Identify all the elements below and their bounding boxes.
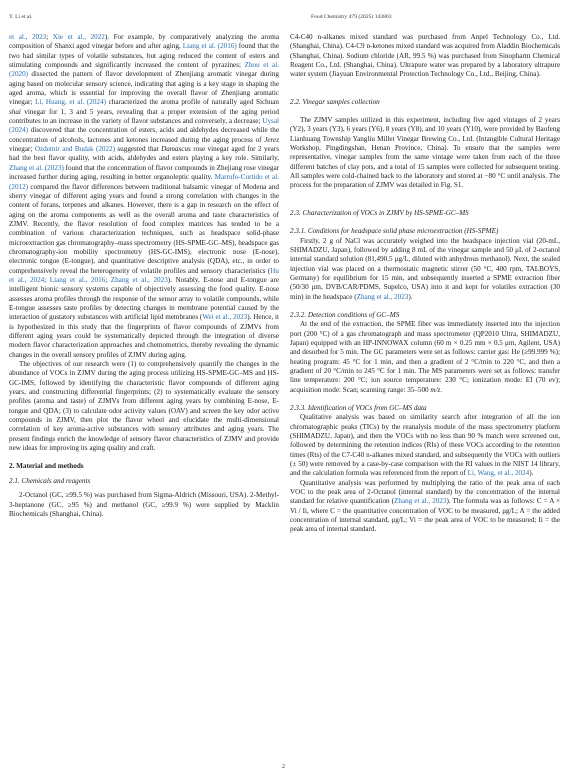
section-2-3-2-title: 2.3.2. Detection conditions of GC–MS xyxy=(290,310,400,319)
text-run: Damascus xyxy=(161,145,191,154)
page-number: 2 xyxy=(282,764,285,770)
citation-link[interactable]: Zhang et al. (2023) xyxy=(9,163,64,172)
citation-link[interactable]: Zhou et al. (2020) xyxy=(9,61,279,79)
section-2-3-3-paragraph-2 xyxy=(290,479,560,535)
chemicals-paragraph-continued: C4-C40 n-alkanes mixed standard was purchased from Anpel Technology Co., Ltd. (Shanghai, China). C4-C9 n-ketones mixed standard was acquired from Aladdin Biochemicals (Shanghai, China). Sodium chloride (AR, 99.5 %) was purchased from Sinopharm Chemical Reagent Co., Ltd. (Shanghai, China). Ultrapure water was prepared by a laboratory ultrapure water system (Jiayuan Environmental Protection Technology Co., Ltd., Beijing, China). xyxy=(290,33,560,79)
section-2-3-1-title: 2.3.1. Conditions for headspace solid phase microextraction (HS-SPME) xyxy=(290,227,499,236)
text-run: ). For example, by comparatively analyzing the aroma composition of Shanxi aged vinegar before and after aging, xyxy=(9,33,280,51)
text-run: vinegar for 1, 3 and 5 years, revealing that a proper extension of the aging period contributes to an increase in the variety of flavor substances and conversely, a decrease; xyxy=(9,107,279,126)
text-run: found that the two had similar types of volatile substances, but aging reduced the content of esters and stimulating compounds and significantly increased the content of pyrazines; xyxy=(9,42,280,70)
text-run: . xyxy=(440,385,443,394)
text-run: rose vinegar aged for 2 years had the best flavor quality, with acids, aldehydes and esters playing a key role. Similarly, xyxy=(9,145,280,163)
section-2-3-3-paragraph-1 xyxy=(290,413,560,478)
text-run: Quantitative analysis was performed by multiplying the ratio of the peak area of each VOC to the peak area of 2-Octanol (internal standard) by the concentration of the internal standard for relative quantification ( xyxy=(290,478,560,506)
text-run: ). The formula was as follows: C = A × Vi / Ii, where C = the quantitative concentration of VOC to be measured, μg/L; A = the added concentration of internal standard, μg/L; Vi = the peak area of VOC to be measured; Ii = the peak area of internal standard. xyxy=(290,497,560,534)
text-run: characterized the aroma profile of naturally aged Sichuan xyxy=(105,98,279,107)
text-run: found that the concentration of flavor compounds in Zhejiang rose vinegar increased further during aging, resulting in better organoleptic quality. xyxy=(9,163,279,182)
citation-link[interactable]: Uysal (2024) xyxy=(9,117,279,135)
text-run: m/z xyxy=(430,385,441,394)
citation-link[interactable]: Li, Wang, et al., 2024 xyxy=(467,469,530,478)
citation-link[interactable]: Hu et al., 2024 xyxy=(9,266,279,284)
intro-paragraph-1 xyxy=(9,33,279,360)
section-2-1-title: 2.1. Chemicals and reagents xyxy=(9,476,91,485)
citation-link[interactable]: Li, Huang, et al. (2024) xyxy=(35,98,106,107)
citation-link[interactable]: et al., 2023 xyxy=(9,33,47,41)
section-2-3-title: 2.3. Characterization of VOCs in ZJMV by HS-SPME-GC–MS xyxy=(290,208,469,217)
text-run: ; xyxy=(46,33,53,41)
citation-link[interactable]: Xie et al., 2022 xyxy=(52,33,105,41)
section-2-title: 2. Material and methods xyxy=(9,462,84,471)
citation-link[interactable]: Wei et al., 2023 xyxy=(202,313,248,322)
citation-link[interactable]: Liang et al., 2016 xyxy=(49,275,106,284)
text-run: Jerez xyxy=(264,135,279,144)
text-run: ; xyxy=(105,275,111,284)
section-2-3-1-paragraph xyxy=(290,237,560,302)
citation-link[interactable]: Ozdemir and Budak (2022) xyxy=(34,145,115,154)
citation-link[interactable]: Zhang et al., 2023 xyxy=(110,275,168,284)
right-column xyxy=(290,33,560,535)
text-run: suggested that xyxy=(115,145,162,154)
section-2-3-2-paragraph xyxy=(290,320,560,395)
text-run: Qualitative analysis was based on similarity search after integration of all the ion chromatographic peaks (TICs) by the reanalysis module of the mass spectrometry platform (SHIMADZU, Japan), and then the VOCs with no less than 90 % match were screened out, followed by determining the retention indices (RIs) of these VOCs according to the retention times (Rts) of the C7-C40 n-alkanes mixed standard, and subsequently the VOCs with outliers (± 50) were removed by a case-by-case comparison with the RI values in the NIST 14 library, and the calculation formula was referenced from the report of xyxy=(290,413,560,478)
text-run: The ZJMV samples utilized in this experiment, including five aged vintages of 2 years (Y2), 3 years (Y3), 6 years (Y6), 8 years (Y8), and 10 years (Y10), were provided by Baofeng Lianhuang Township Yangliu Millet Vinegar Brewing Co., Ltd. (Intangible Cultural Heritage Workshop, Pingdingshan, Henan Province, China). To ensure that the samples were representative, vinegar samples from the same vintage were taken from each of the three different batches of clay pots, and a total of 15 samples were collected for subsequent testing. All samples were cold-chained back to the laboratory and stored at −80 °C until analysis. The process for the preparation of ZJMV was detailed in Fig. S1. xyxy=(290,116,560,190)
text-run: ). Notably, E-nose and E-tongue are intelligent bionic sensory systems capable of objectively assessing the food quality. E-nose assesses aroma profiles through the response of the sensor array to volatile compounds, while E-tongue assesses taste profiles by detecting changes in membrane potential caused by the interaction of gustatory substances with artificial lipid membranes ( xyxy=(9,275,279,322)
citation-link[interactable]: Liang et al. (2016) xyxy=(182,42,237,51)
section-2-3-3-title: 2.3.3. Identification of VOCs from GC–MS data xyxy=(290,404,427,412)
text-run: discovered that the concentration of esters, acids and aldehydes decreased while the concentration of alcohols, lactones and ketones increased during the aging process of xyxy=(9,126,279,144)
section-2-2-paragraph xyxy=(290,116,560,191)
running-header-authors: Y. Li et al. xyxy=(9,14,33,20)
text-run: shai xyxy=(9,107,21,116)
section-2-1-paragraph: 2-Octanol (GC, ≥99.5 %) was purchased from Sigma-Aldrich (Missouri, USA). 2-Methyl-3-heptanone (GC, ≥95 %) and methanol (GC, ≥99.9 %) were supplied by Macklin Biochemicals (Shanghai, China). xyxy=(9,491,279,518)
left-column xyxy=(9,33,279,519)
text-run: vinegar; xyxy=(9,145,35,154)
text-run: ). Hence, it is hypothesized in this study that the fingerprints of flavor compounds of ZJMVs from different aging years could be systematically depicted through the integration of diverse modern flavor characterization approaches and chemometrics, thereby revealing the dynamic changes in the overall sensory profiles of ZJMV during aging. xyxy=(9,313,279,359)
text-run: dissected the pattern of flavor development of Zhenjiang aromatic vinegar during aging based on molecular sensory science, indicating that aging is a key stage in shaping the aged aroma, which is essential for improving the overall flavor of Zhenjiang aromatic vinegar; xyxy=(9,70,279,107)
text-run: ). xyxy=(529,469,534,478)
text-run: ). xyxy=(408,292,413,301)
citation-link[interactable]: Marrufo-Curtido et al. (2012) xyxy=(9,173,279,191)
citation-link[interactable]: Zhang et al., 2023 xyxy=(394,497,447,506)
intro-paragraph-2: The objectives of our research were (1) to comprehensively quantify the changes in the abundance of VOCs in ZJMV during the aging process utilizing HS-SPME-GC–MS and HS-GC-IMS, followed by identifying the characteristic flavor compounds of different aging years, and constructing differential fingerprints; (2) to systematically evaluate the sensory profiles (aroma and taste) of ZJMVs from different aging years by combining E-nose, E-tongue and QDA; (3) to calculate odor activity values (OAV) and screen the key odor active compounds in ZJMV, then plot the flavor wheel and elucidate the multi-dimensional correlation of key aroma-active substances with sensory attributes and aging years. The present findings enrich the knowledge of sensory flavor characteristics of ZJMV and provide new ideas for improving its aging quality and craft. xyxy=(9,360,279,453)
text-run: Firstly, 2 g of NaCl was accurately weighed into the headspace injection vial (20-mL, SHIMADZU, Japan), followed by adding 8 mL of the vinegar sample and 50 μL of 2-octanol internal standard solution (81,490.5 μg/L, diluted with anhydrous methanol). Next, the sealed injection vial was placed on a thermostatic magnetic stirrer (50 °C, 400 rpm, TALBOYS, Germany) for equilibrium for 15 min, and subsequently inserted a SPME extraction fiber (50/30 μm, DVB/CAR/PDMS, Supelco, USA) into it and kept for volatiles extraction (30 min) in the headspace ( xyxy=(290,236,560,301)
text-run: compared the flavor differences between traditional balsamic vinegar of Modena and sherry vinegar of different aging years and found a strong correlation with changes in the content of furans, terpenes and alkanes. However, there is a gap in research on the effect of aging on the aroma components as well as the overall aroma and taste characteristics of ZJMV. Recently, the flavor resolution of food complex matrices has tended to be a combination of various characterization techniques, such as headspace solid-phase microextraction gas chromatography–mass spectrometry (HS-SPME-GC–MS), headspace gas chromatography-ion mobility spectrometry (HS-GC-IMS), electronic nose (E-nose), electronic tongue (E-tongue), and quantitative descriptive analysis (QDA), etc., in order to comprehensively reveal the heterogeneity of volatile profiles and sensory characteristics ( xyxy=(9,182,279,275)
text-run: At the end of the extraction, the SPME fiber was immediately inserted into the injection port (200 °C) of a gas chromatograph and mass spectrometer (QP2010 Ultra, SHIMADZU, Japan) equipped with an HP-INNOWAX column (60 m × 0.25 mm × 0.5 μm, Agilent, USA) and desorbed for 5 min. The GC parameters were set as follows: carrier gas: He (≥99.999 %); heating program: 45 °C for 1 min, and then a gradient of 2 °C/min to 220 °C, and then a gradient of 20 °C/min to 245 °C for 1 min. The MS parameters were set as follows: transfer line temperature: 200 °C; ion source temperature: 230 °C; ionization mode: EI (70 ev); acquisition mode: Scan; scanning range: 35–500 xyxy=(290,320,560,394)
section-2-2-title: 2.2. Vinegar samples collection xyxy=(290,97,380,106)
running-header-journal: Food Chemistry 479 (2025) 143803 xyxy=(311,14,392,20)
text-run: ; xyxy=(44,275,50,284)
citation-link[interactable]: Zhang et al., 2023 xyxy=(356,292,409,301)
